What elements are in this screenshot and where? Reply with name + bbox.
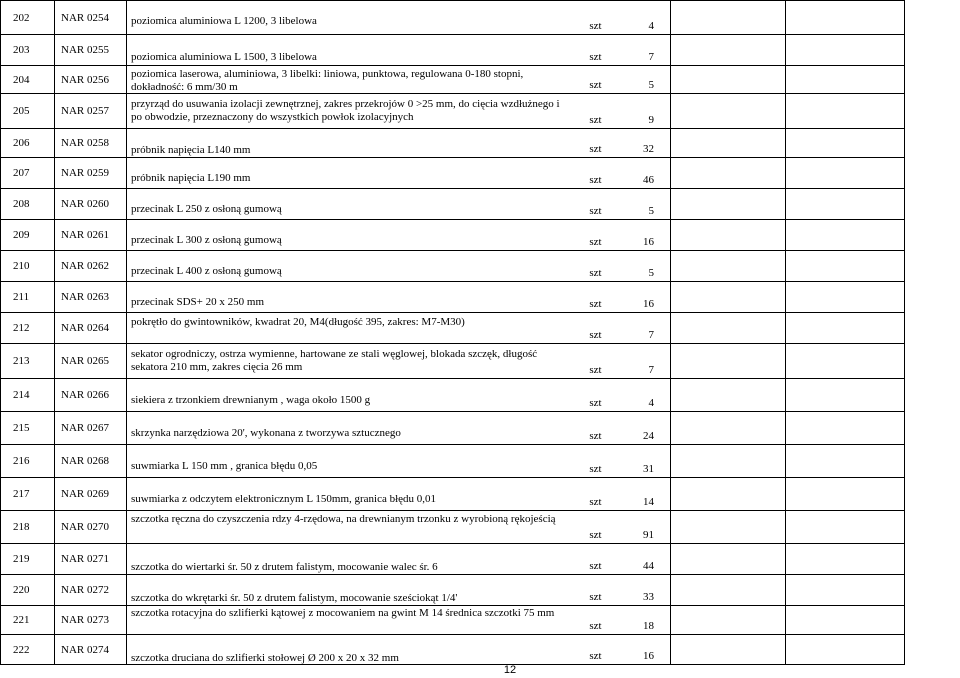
item-description-cell: [127, 129, 578, 158]
table-row: [1, 1, 905, 35]
item-description: przecinak L 400 z osłoną gumową: [131, 265, 282, 277]
item-code: NAR 0255: [55, 35, 127, 66]
item-code: NAR 0258: [55, 129, 127, 158]
item-code: NAR 0262: [55, 251, 127, 282]
item-description-cell: [127, 66, 578, 94]
item-code: NAR 0273: [55, 606, 127, 635]
item-description-cell: [127, 94, 578, 129]
empty-cell: [671, 445, 786, 478]
row-number: 222: [1, 635, 55, 665]
row-number: 220: [1, 575, 55, 606]
item-description-cell: [127, 635, 578, 665]
table-row: [1, 478, 905, 511]
item-unit: szt: [577, 635, 614, 665]
empty-cell: [786, 606, 905, 635]
item-description-cell: [127, 158, 578, 189]
empty-cell: [786, 282, 905, 313]
empty-cell: [786, 1, 905, 35]
item-unit: szt: [577, 544, 614, 575]
item-quantity: 16: [614, 635, 671, 665]
empty-cell: [671, 129, 786, 158]
item-quantity: 9: [614, 94, 671, 129]
empty-cell: [786, 344, 905, 379]
item-description-cell: [127, 478, 578, 511]
item-unit: szt: [577, 1, 614, 35]
item-code: NAR 0272: [55, 575, 127, 606]
item-unit: szt: [577, 251, 614, 282]
item-description: szczotka do wiertarki śr. 50 z drutem falistym, mocowanie walec śr. 6: [131, 561, 438, 573]
item-quantity: 33: [614, 575, 671, 606]
empty-cell: [786, 635, 905, 665]
page-number: 12: [503, 664, 517, 676]
row-number: 202: [1, 1, 55, 35]
row-number: 221: [1, 606, 55, 635]
item-unit: szt: [577, 158, 614, 189]
row-number: 215: [1, 412, 55, 445]
item-unit: szt: [577, 575, 614, 606]
item-unit: szt: [577, 189, 614, 220]
item-code: NAR 0254: [55, 1, 127, 35]
row-number: 204: [1, 66, 55, 94]
item-quantity: 31: [614, 445, 671, 478]
item-quantity: 5: [614, 251, 671, 282]
item-description-cell: [127, 575, 578, 606]
empty-cell: [671, 379, 786, 412]
table-row: [1, 635, 905, 665]
table-row: [1, 129, 905, 158]
item-description: przecinak L 300 z osłoną gumową: [131, 234, 282, 246]
item-code: NAR 0260: [55, 189, 127, 220]
empty-cell: [671, 66, 786, 94]
item-code: NAR 0269: [55, 478, 127, 511]
empty-cell: [786, 158, 905, 189]
item-quantity: 16: [614, 282, 671, 313]
row-number: 218: [1, 511, 55, 544]
item-unit: szt: [577, 606, 614, 635]
item-unit: szt: [577, 66, 614, 94]
empty-cell: [786, 313, 905, 344]
row-number: 205: [1, 94, 55, 129]
row-number: 209: [1, 220, 55, 251]
empty-cell: [786, 412, 905, 445]
empty-cell: [786, 379, 905, 412]
table-row: [1, 344, 905, 379]
row-number: 213: [1, 344, 55, 379]
empty-cell: [671, 1, 786, 35]
item-quantity: 4: [614, 379, 671, 412]
table-row: [1, 189, 905, 220]
table-row: [1, 220, 905, 251]
item-description: suwmiarka L 150 mm , granica błędu 0,05: [131, 460, 318, 472]
item-unit: szt: [577, 220, 614, 251]
item-description: poziomica laserowa, aluminiowa, 3 libelki: liniowa, punktowa, regulowana 0-180 stopni, dokładność: 6 mm/30 m: [131, 68, 524, 93]
item-description: pokrętło do gwintowników, kwadrat 20, M4(długość 395, zakres: M7-M30): [131, 316, 465, 328]
empty-cell: [671, 220, 786, 251]
empty-cell: [671, 35, 786, 66]
empty-cell: [786, 511, 905, 544]
item-description-cell: [127, 220, 578, 251]
item-code: NAR 0259: [55, 158, 127, 189]
row-number: 214: [1, 379, 55, 412]
empty-cell: [671, 344, 786, 379]
item-description-cell: [127, 511, 578, 544]
item-description-cell: [127, 412, 578, 445]
item-quantity: 44: [614, 544, 671, 575]
item-quantity: 91: [614, 511, 671, 544]
table-row: [1, 575, 905, 606]
item-code: NAR 0274: [55, 635, 127, 665]
item-quantity: 4: [614, 1, 671, 35]
items-table-body: [1, 1, 905, 665]
empty-cell: [786, 189, 905, 220]
item-code: NAR 0263: [55, 282, 127, 313]
item-description-cell: [127, 189, 578, 220]
item-description: skrzynka narzędziowa 20', wykonana z tworzywa sztucznego: [131, 427, 401, 439]
empty-cell: [671, 94, 786, 129]
item-description: szczotka rotacyjna do szlifierki kątowej z mocowaniem na gwint M 14 średnica szczotki 75 mm: [131, 607, 555, 619]
empty-cell: [671, 251, 786, 282]
empty-cell: [671, 189, 786, 220]
item-unit: szt: [577, 412, 614, 445]
item-code: NAR 0267: [55, 412, 127, 445]
table-row: [1, 158, 905, 189]
item-unit: szt: [577, 313, 614, 344]
table-row: [1, 445, 905, 478]
item-description: sekator ogrodniczy, ostrza wymienne, hartowane ze stali węglowej, blokada szczęk, długość sekatora 210 mm, zakres cięcia 26 mm: [131, 348, 538, 373]
item-description: próbnik napięcia L190 mm: [131, 172, 251, 184]
empty-cell: [786, 478, 905, 511]
item-description: poziomica aluminiowa L 1200, 3 libelowa: [131, 15, 317, 27]
item-description-cell: [127, 544, 578, 575]
item-unit: szt: [577, 129, 614, 158]
item-quantity: 32: [614, 129, 671, 158]
row-number: 217: [1, 478, 55, 511]
empty-cell: [671, 606, 786, 635]
row-number: 207: [1, 158, 55, 189]
item-unit: szt: [577, 511, 614, 544]
empty-cell: [671, 511, 786, 544]
empty-cell: [786, 445, 905, 478]
empty-cell: [786, 129, 905, 158]
row-number: 208: [1, 189, 55, 220]
item-unit: szt: [577, 379, 614, 412]
item-description-cell: [127, 379, 578, 412]
row-number: 212: [1, 313, 55, 344]
item-unit: szt: [577, 445, 614, 478]
item-code: NAR 0266: [55, 379, 127, 412]
item-description: suwmiarka z odczytem elektronicznym L 150mm, granica błędu 0,01: [131, 493, 437, 505]
empty-cell: [786, 66, 905, 94]
item-description: próbnik napięcia L140 mm: [131, 144, 251, 156]
empty-cell: [786, 544, 905, 575]
item-description-cell: [127, 282, 578, 313]
row-number: 219: [1, 544, 55, 575]
table-row: [1, 313, 905, 344]
empty-cell: [671, 412, 786, 445]
table-row: [1, 544, 905, 575]
item-description: szczotka do wkrętarki śr. 50 z drutem falistym, mocowanie sześciokąt 1/4': [131, 592, 458, 604]
item-unit: szt: [577, 35, 614, 66]
table-row: [1, 35, 905, 66]
item-code: NAR 0270: [55, 511, 127, 544]
item-description: siekiera z trzonkiem drewnianym , waga około 1500 g: [131, 394, 371, 406]
item-quantity: 5: [614, 66, 671, 94]
item-quantity: 46: [614, 158, 671, 189]
empty-cell: [671, 544, 786, 575]
item-quantity: 5: [614, 189, 671, 220]
item-code: NAR 0264: [55, 313, 127, 344]
item-code: NAR 0256: [55, 66, 127, 94]
item-description: szczotka ręczna do czyszczenia rdzy 4-rzędowa, na drewnianym trzonku z wyrobioną rękojeścią: [131, 513, 556, 525]
table-row: [1, 282, 905, 313]
table-row: [1, 251, 905, 282]
item-description-cell: [127, 35, 578, 66]
item-description-cell: [127, 445, 578, 478]
empty-cell: [671, 282, 786, 313]
item-description: przecinak L 250 z osłoną gumową: [131, 203, 282, 215]
item-quantity: 18: [614, 606, 671, 635]
row-number: 203: [1, 35, 55, 66]
item-code: NAR 0265: [55, 344, 127, 379]
item-description-cell: [127, 1, 578, 35]
empty-cell: [786, 94, 905, 129]
empty-cell: [671, 313, 786, 344]
item-description-cell: [127, 251, 578, 282]
table-row: [1, 94, 905, 129]
item-code: NAR 0271: [55, 544, 127, 575]
table-row: [1, 511, 905, 544]
row-number: 210: [1, 251, 55, 282]
item-description: przyrząd do usuwania izolacji zewnętrznej, zakres przekrojów 0 >25 mm, do cięcia wzdłużnego i po obwodzie, przeznaczony do wszystkich powłok izolacyjnych: [131, 98, 560, 123]
empty-cell: [786, 251, 905, 282]
table-row: [1, 379, 905, 412]
item-description-cell: [127, 606, 578, 635]
item-code: NAR 0268: [55, 445, 127, 478]
item-description-cell: [127, 313, 578, 344]
item-quantity: 7: [614, 344, 671, 379]
item-quantity: 7: [614, 35, 671, 66]
item-description: poziomica aluminiowa L 1500, 3 libelowa: [131, 51, 317, 63]
row-number: 206: [1, 129, 55, 158]
empty-cell: [671, 575, 786, 606]
item-description: szczotka druciana do szlifierki stołowej Ø 200 x 20 x 32 mm: [131, 652, 399, 664]
row-number: 211: [1, 282, 55, 313]
empty-cell: [786, 575, 905, 606]
item-description-cell: [127, 344, 578, 379]
empty-cell: [786, 220, 905, 251]
item-description: przecinak SDS+ 20 x 250 mm: [131, 296, 264, 308]
table-row: [1, 606, 905, 635]
item-quantity: 16: [614, 220, 671, 251]
row-number: 216: [1, 445, 55, 478]
table-row: [1, 412, 905, 445]
item-unit: szt: [577, 282, 614, 313]
item-quantity: 7: [614, 313, 671, 344]
empty-cell: [786, 35, 905, 66]
item-unit: szt: [577, 344, 614, 379]
item-quantity: 14: [614, 478, 671, 511]
table-row: [1, 66, 905, 94]
empty-cell: [671, 158, 786, 189]
empty-cell: [671, 635, 786, 665]
item-unit: szt: [577, 94, 614, 129]
item-code: NAR 0261: [55, 220, 127, 251]
item-code: NAR 0257: [55, 94, 127, 129]
empty-cell: [671, 478, 786, 511]
item-unit: szt: [577, 478, 614, 511]
item-quantity: 24: [614, 412, 671, 445]
